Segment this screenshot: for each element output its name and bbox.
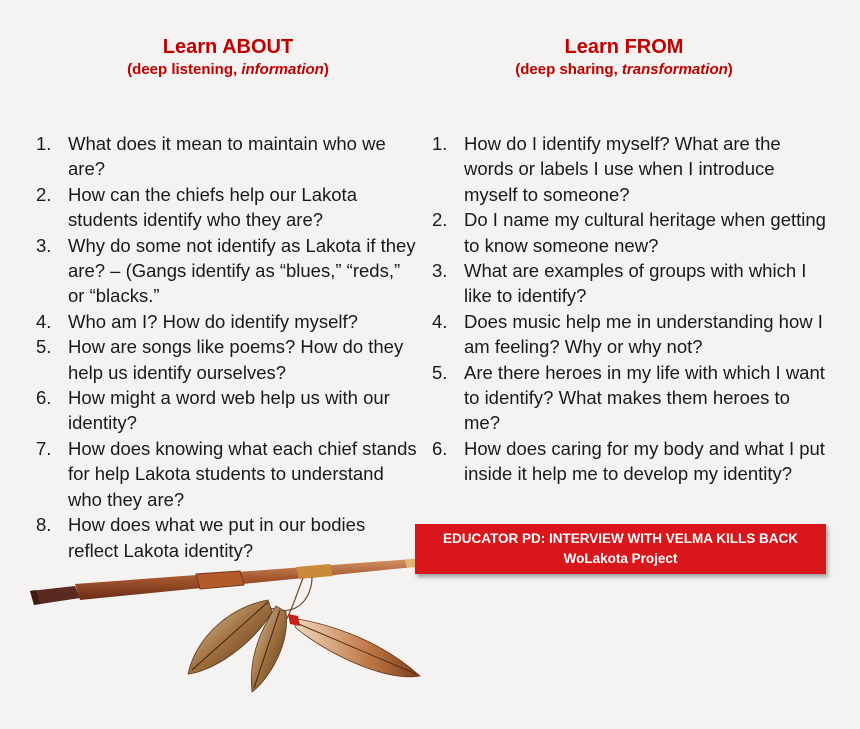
- question-number: 5.: [432, 361, 448, 383]
- question-number: 6.: [36, 387, 52, 409]
- question-number: 2.: [432, 209, 448, 231]
- right-column-subtitle: (deep sharing, transformation): [515, 61, 733, 78]
- question-number: 8.: [36, 514, 52, 536]
- learn-about-question-list: [30, 131, 420, 563]
- question-number: 2.: [36, 183, 52, 205]
- question-number: 3.: [36, 234, 52, 256]
- question-number: 4.: [432, 310, 448, 332]
- question-item: [30, 182, 420, 233]
- question-item: [30, 131, 420, 182]
- question-item: [426, 309, 826, 360]
- question-text: Why do some not identify as Lakota if they are? – (Gangs identify as “blues,” “reds,” or “blacks.”: [68, 234, 416, 307]
- question-item: [30, 334, 420, 385]
- right-column-header: [424, 34, 824, 80]
- question-item: [426, 131, 826, 207]
- question-text: How does knowing what each chief stands for help Lakota students to understand who they are?: [68, 437, 417, 510]
- banner-subtitle: WoLakota Project: [563, 551, 678, 566]
- question-text: Who am I? How do identify myself?: [68, 310, 358, 332]
- left-column-title: Learn ABOUT: [162, 36, 294, 58]
- question-text: How does caring for my body and what I put inside it help me to develop my identity?: [464, 437, 825, 485]
- question-item: [30, 436, 420, 512]
- question-number: 1.: [36, 133, 52, 154]
- question-text: How does what we put in our bodies reflect Lakota identity?: [68, 514, 366, 561]
- banner-title: EDUCATOR PD: INTERVIEW WITH VELMA KILLS BACK: [443, 531, 798, 546]
- feathered-pipe-icon: [0, 540, 460, 729]
- question-text: Are there heroes in my life with which I want to identify? What makes them heroes to me?: [464, 361, 825, 434]
- question-text: How might a word web help us with our identity?: [68, 387, 390, 434]
- question-number: 3.: [432, 260, 448, 282]
- right-column-title: Learn FROM: [564, 36, 684, 58]
- question-number: 4.: [36, 310, 52, 332]
- question-text: What does it mean to maintain who we are?: [68, 133, 386, 180]
- left-column-subtitle: (deep listening, information): [127, 61, 329, 78]
- question-item: [426, 360, 826, 436]
- question-item: [426, 258, 826, 309]
- question-text: Does music help me in understanding how I am feeling? Why or why not?: [464, 310, 823, 358]
- left-column-header: [28, 34, 428, 80]
- question-text: How can the chiefs help our Lakota students identify who they are?: [68, 183, 357, 231]
- learn-from-question-list: [426, 131, 826, 487]
- question-item: [30, 385, 420, 436]
- question-number: 1.: [432, 133, 448, 154]
- question-text: Do I name my cultural heritage when getting to know someone new?: [464, 209, 826, 256]
- question-item: [30, 309, 420, 334]
- question-number: 7.: [36, 437, 52, 459]
- question-item: [426, 207, 826, 258]
- question-number: 6.: [432, 437, 448, 459]
- question-number: 5.: [36, 336, 52, 358]
- question-text: How are songs like poems? How do they help us identify ourselves?: [68, 336, 404, 383]
- question-text: What are examples of groups with which I like to identify?: [464, 260, 807, 307]
- question-text: How do I identify myself? What are the words or labels I use when I introduce myself to someone?: [464, 133, 781, 205]
- question-item: [30, 233, 420, 309]
- question-item: [426, 436, 826, 487]
- educator-pd-banner: [415, 524, 826, 574]
